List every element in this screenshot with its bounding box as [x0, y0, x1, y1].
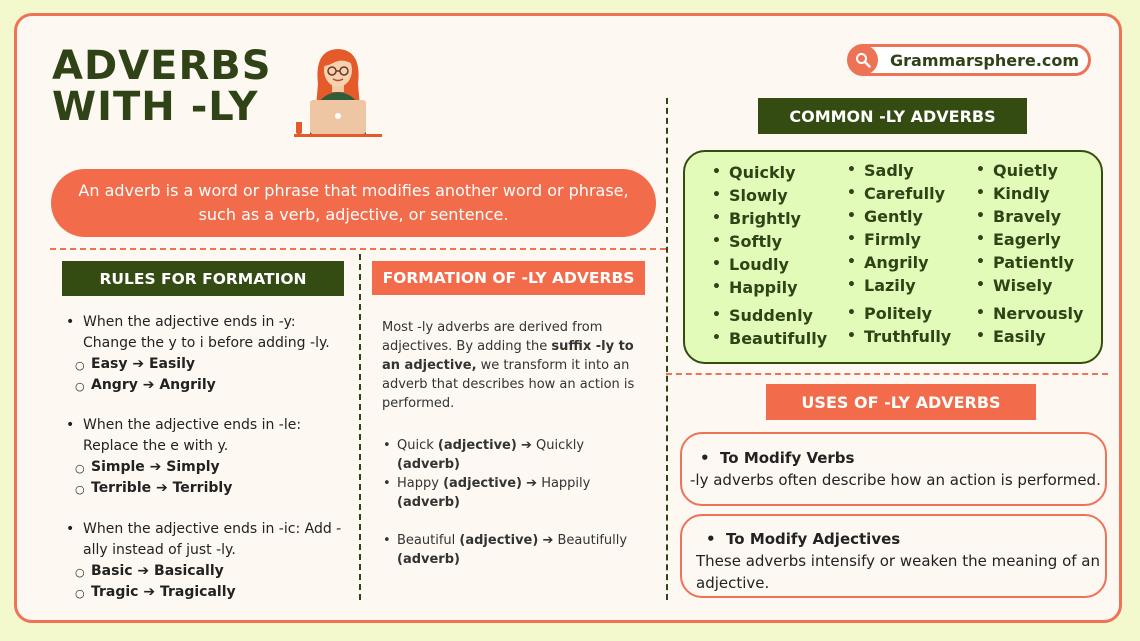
- adverb-item: Beautifully: [729, 329, 828, 348]
- adverb-item: Wisely: [993, 276, 1053, 295]
- adverb-item: Happily: [729, 278, 798, 297]
- formation-example: • Beautiful (adjective) ➔ Beautifully (adverb): [383, 533, 628, 567]
- divider-horizontal-left: [50, 248, 666, 250]
- use-text: -ly adverbs often describe how an action is performed.: [690, 471, 1101, 489]
- bullet-icon: •: [712, 256, 721, 272]
- adverb-item: Easily: [993, 327, 1046, 346]
- adverb-item: Firmly: [864, 230, 921, 249]
- adverb-item: Gently: [864, 207, 923, 226]
- adverb-item: Politely: [864, 304, 933, 323]
- bullet-icon: •: [712, 187, 721, 203]
- adverb-item: Eagerly: [993, 230, 1061, 249]
- bullet-icon: •: [976, 254, 985, 270]
- page-title: [52, 43, 272, 130]
- common-heading: COMMON -LY ADVERBS: [758, 98, 1027, 134]
- bullet-icon: •: [976, 208, 985, 224]
- bullet-icon: •: [976, 231, 985, 247]
- adverb-item: Quickly: [729, 163, 796, 182]
- brand-badge[interactable]: [847, 44, 1091, 76]
- adverb-item: Suddenly: [729, 306, 813, 325]
- rule-example: ○ Terrible ➔ Terribly: [75, 480, 233, 496]
- bullet-icon: •: [847, 328, 856, 344]
- adverb-item: Lazily: [864, 276, 916, 295]
- bullet-icon: •: [847, 305, 856, 321]
- formation-example: • Quick (adjective) ➔ Quickly (adverb): [383, 438, 585, 472]
- bullet-icon: •: [712, 233, 721, 249]
- brand-name: Grammarsphere.com: [890, 50, 1080, 70]
- bullet-icon: •: [847, 277, 856, 293]
- rule-example: ○ Angry ➔ Angrily: [75, 377, 216, 393]
- search-icon: [848, 45, 878, 75]
- adverb-item: Bravely: [993, 207, 1062, 226]
- formation-heading: FORMATION OF -LY ADVERBS: [372, 261, 645, 295]
- title-line-2: WITH -LY: [52, 84, 259, 130]
- adverb-item: Angrily: [864, 253, 929, 272]
- bullet-icon: •: [976, 305, 985, 321]
- bullet-icon: •: [847, 254, 856, 270]
- adverb-item: Quietly: [993, 161, 1058, 180]
- bullet-icon: •: [847, 185, 856, 201]
- rule-text: When the adjective ends in -ic: Add -ally instead of just -ly.: [83, 521, 342, 558]
- use-text: These adverbs intensify or weaken the meaning of an adjective.: [696, 552, 1101, 592]
- adverb-item: Slowly: [729, 186, 788, 205]
- divider-horizontal-right: [666, 373, 1108, 375]
- use-card-adjectives: [680, 514, 1107, 598]
- formation-intro: Most -ly adverbs are derived from adjectives. By adding the suffix -ly to an adjective, we transform it into an adverb that describes how an action is performed.: [382, 320, 635, 411]
- adverb-item: Loudly: [729, 255, 789, 274]
- rule-item-le: • When the adjective ends in -le: Replace the e with y. ○ Simple ➔ Simply ○ Terrible ➔ Terribly: [66, 415, 346, 499]
- bullet-icon: •: [976, 185, 985, 201]
- bullet-icon: •: [712, 307, 721, 323]
- use-title: • To Modify Adjectives: [706, 530, 901, 548]
- bullet-icon: •: [976, 328, 985, 344]
- adverb-item: Softly: [729, 232, 783, 251]
- divider-vertical-left: [359, 254, 361, 600]
- adverb-item: Nervously: [993, 304, 1084, 323]
- bullet-icon: •: [847, 231, 856, 247]
- rule-item-y: • When the adjective ends in -y: Change the y to i before adding -ly. ○ Easy ➔ Easily ○ Angry ➔ Angrily: [66, 312, 346, 396]
- woman-laptop-illustration: [288, 44, 388, 140]
- bullet-icon: •: [976, 162, 985, 178]
- adverb-item: Carefully: [864, 184, 946, 203]
- bullet-icon: •: [712, 164, 721, 180]
- bullet-icon: •: [712, 210, 721, 226]
- adverb-item: Truthfully: [864, 327, 952, 346]
- definition-pill: [51, 169, 656, 237]
- divider-vertical-main: [666, 98, 668, 600]
- rule-item-ic: • When the adjective ends in -ic: Add -ally instead of just -ly. ○ Basic ➔ Basically ○ Tragic ➔ Tragically: [66, 519, 346, 603]
- title-line-1: ADVERBS: [52, 43, 272, 89]
- rule-example: ○ Simple ➔ Simply: [75, 459, 220, 475]
- rule-example: ○ Easy ➔ Easily: [75, 356, 196, 372]
- adverb-item: Sadly: [864, 161, 914, 180]
- rule-text: When the adjective ends in -y: Change the y to i before adding -ly.: [83, 314, 330, 351]
- adverb-item: Brightly: [729, 209, 801, 228]
- use-card-verbs: [680, 432, 1107, 506]
- rule-example: ○ Tragic ➔ Tragically: [75, 584, 236, 600]
- bullet-icon: •: [712, 330, 721, 346]
- bullet-icon: •: [847, 162, 856, 178]
- bullet-icon: •: [976, 277, 985, 293]
- adverb-item: Patiently: [993, 253, 1075, 272]
- uses-heading: USES OF -LY ADVERBS: [766, 384, 1036, 420]
- rules-heading: RULES FOR FORMATION: [62, 261, 344, 296]
- adverb-item: Kindly: [993, 184, 1050, 203]
- use-title: • To Modify Verbs: [700, 449, 855, 467]
- bullet-icon: •: [847, 208, 856, 224]
- rule-example: ○ Basic ➔ Basically: [75, 563, 224, 579]
- bullet-icon: •: [712, 279, 721, 295]
- definition-text: An adverb is a word or phrase that modifies another word or phrase, such as a verb, adjective, or sentence.: [78, 181, 629, 224]
- rule-text: When the adjective ends in -le: Replace the e with y.: [83, 417, 302, 454]
- formation-example: • Happy (adjective) ➔ Happily (adverb): [383, 476, 591, 510]
